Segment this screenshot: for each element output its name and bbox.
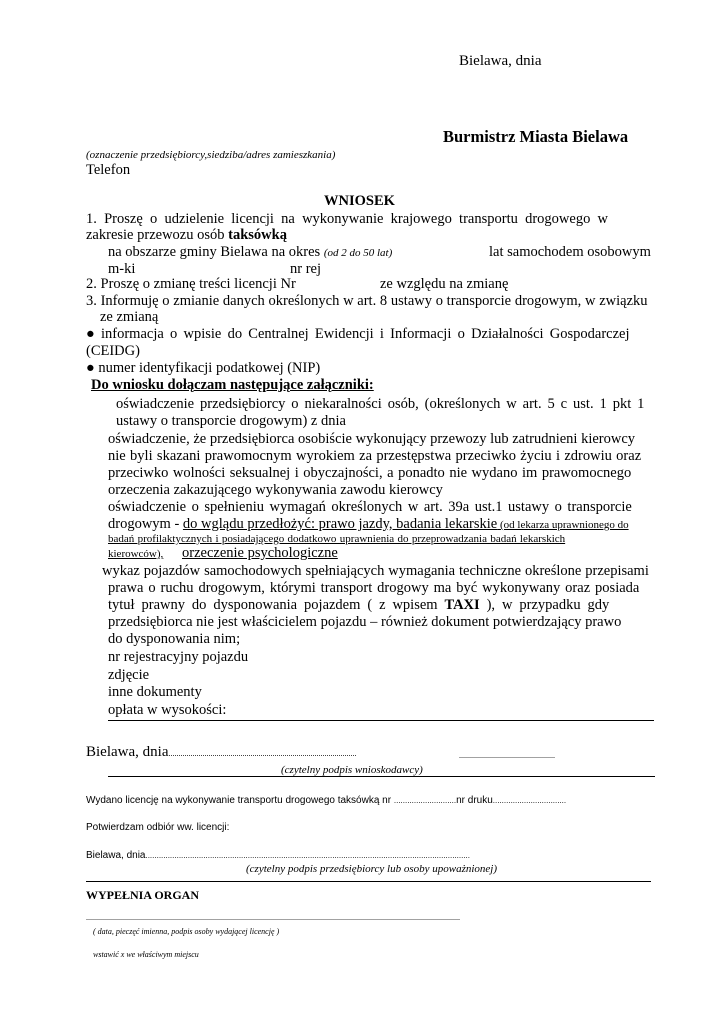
signature-rule — [108, 776, 655, 777]
attachment-2-line-2: nie byli skazani prawomocnym wyrokiem za przestępstwa przeciwko życiu i zdrowiu oraz — [108, 448, 642, 464]
attachment-3-line-4b: orzeczenie psychologiczne — [182, 545, 338, 561]
organ-heading: WYPEŁNIA ORGAN — [86, 888, 200, 902]
item-3-line-1: 3. Informuję o zmianie danych określonych w art. 8 ustawy o transporcie drogowym, w związku — [86, 293, 648, 309]
attachment-4-line-1: wykaz pojazdów samochodowych spełniających wymagania techniczne określone przepisami — [102, 563, 649, 579]
ceidg-line-2: (CEIDG) — [86, 343, 140, 359]
attachment-2-line-3: przeciwko wolności seksualnej i obyczajności, a ponadto nie wydano im prawomocnego — [108, 465, 632, 481]
form-title: WNIOSEK — [324, 193, 395, 209]
signature-caption: (czytelny podpis wnioskodawcy) — [281, 764, 423, 776]
attachment-2-line-4: orzeczenia zakazującego wykonywania zawodu kierowcy — [108, 482, 443, 498]
item-1-line-1: 1. Proszę o udzielenie licencji na wykonywanie krajowego transportu drogowego w — [86, 211, 609, 227]
place-date-header: Bielawa, dnia — [459, 53, 542, 69]
attachment-4-line-2: prawa o ruchu drogowym, którymi transport drogowy ma być wykonywany oraz posiada — [108, 580, 640, 596]
item-1-line-3-end: lat samochodem osobowym — [489, 244, 651, 260]
addressee: Burmistrz Miasta Bielawa — [443, 127, 629, 146]
attachment-5: nr rejestracyjny pojazdu — [108, 649, 249, 665]
attachment-3-line-1: oświadczenie o spełnieniu wymagań określonych w art. 39a ust.1 ustawy o transporcie — [108, 499, 632, 515]
attachment-3-line-2: drogowym - do wglądu przedłożyć: prawo jazdy, badania lekarskie (od lekarza uprawnionego do — [108, 516, 629, 532]
item-1-line-2: zakresie przewozu osób taksówką — [86, 227, 287, 243]
attachments-rule — [108, 720, 654, 721]
ceidg-line-1: ● informacja o wpisie do Centralnej Ewidencji i Informacji o Działalności Gospodarczej — [86, 326, 630, 342]
attachment-3-line-3: badań profilaktycznych i posiadającego dodatkowo uprawnienia do przeprowadzania badań lekarskich — [108, 533, 566, 545]
phone-label: Telefon — [86, 162, 131, 178]
attachments-heading: Do wniosku dołączam następujące załączniki: — [91, 377, 374, 393]
attachment-4-line-5: do dysponowania nim; — [108, 631, 241, 647]
attachment-2-line-1: oświadczenie, że przedsiębiorca osobiście wykonujący przewozy lub zatrudnieni kierowcy — [108, 431, 636, 447]
attachment-3-line-4a: kierowców), — [108, 548, 164, 560]
item-3-line-2: ze zmianą — [100, 309, 159, 325]
office-place-date: Bielawa, dnia.................................................................................................................................................. — [86, 850, 470, 861]
office-caption: (czytelny podpis przedsiębiorcy lub osoby upoważnionej) — [246, 863, 498, 875]
issued-line: Wydano licencję na wykonywanie transportu drogowego taksówką nr ............................nr druku................................. — [86, 795, 567, 806]
attachment-7: inne dokumenty — [108, 684, 202, 700]
attachment-8: opłata w wysokości: — [108, 702, 227, 718]
attachment-1-line-2: ustawy o transporcie drogowym) z dnia — [116, 413, 346, 429]
attachment-6: zdjęcie — [108, 667, 150, 683]
organ-caption: ( data, pieczęć imienna, podpis osoby wydającej licencję ) — [93, 927, 280, 936]
office-rule — [86, 881, 651, 882]
item-1-city: m-ki — [108, 261, 136, 277]
item-1-reg-no: nr rej — [290, 261, 321, 277]
confirm-receipt: Potwierdzam odbiór ww. licencji: — [86, 822, 230, 833]
applicant-note: (oznaczenie przedsiębiorcy,siedziba/adres zamieszkania) — [86, 149, 336, 161]
attachment-4-line-4: przedsiębiorca nie jest właścicielem pojazdu – również dokument potwierdzający prawo — [108, 614, 622, 630]
nip-line: ● numer identyfikacji podatkowej (NIP) — [86, 360, 321, 376]
footnote: wstawić x we właściwym miejscu — [93, 950, 199, 959]
organ-dots: ........................................................................................................................................................................................... — [86, 913, 460, 922]
signature-place-date: Bielawa, dnia.............................................................................................. — [86, 744, 357, 760]
signature-dots: ................................................ — [459, 751, 555, 760]
attachment-1-line-1: oświadczenie przedsiębiorcy o niekaralności osób, (określonych w art. 5 c ust. 1 pkt 1 — [116, 396, 645, 412]
item-2: 2. Proszę o zmianę treści licencji Nr — [86, 276, 296, 292]
item-2-end: ze względu na zmianę — [380, 276, 509, 292]
attachment-4-line-3: tytuł prawny do dysponowania pojazdem ( z wpisem TAXI ), w przypadku gdy — [108, 597, 610, 613]
item-1-line-3: na obszarze gminy Bielawa na okres (od 2 do 50 lat) — [108, 244, 393, 260]
